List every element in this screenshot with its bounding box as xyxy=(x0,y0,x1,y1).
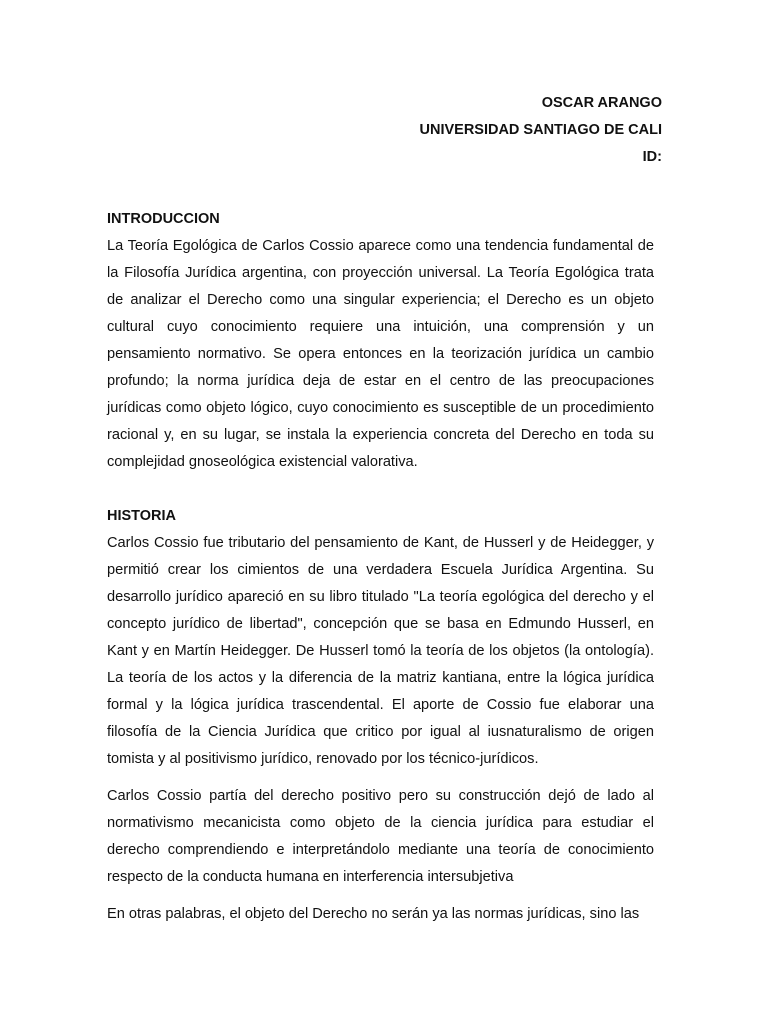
university-name: UNIVERSIDAD SANTIAGO DE CALI xyxy=(419,122,662,138)
intro-heading: INTRODUCCION xyxy=(107,211,220,227)
document-header xyxy=(420,90,663,171)
history-paragraph-3: En otras palabras, el objeto del Derecho no serán ya las normas jurídicas, sino las xyxy=(107,906,640,922)
section-spacer xyxy=(107,476,654,503)
history-paragraph-2: Carlos Cossio partía del derecho positivo pero su construcción dejó de lado al normativismo mecanicista como objeto de la ciencia jurídica para estudiar el derecho comprendiendo e interpretándolo mediante una teoría de conocimiento respecto de la conducta humana en interferencia intersubjetiva xyxy=(107,788,654,885)
history-paragraph-1: Carlos Cossio fue tributario del pensamiento de Kant, de Husserl y de Heidegger, y permitió crear los cimientos de una verdadera Escuela Jurídica Argentina. Su desarrollo jurídico apareció en su libro titulado "La teoría egológica del derecho y el concepto jurídico de libertad", concepción que se basa en Edmundo Husserl, en Kant y en Martín Heidegger. De Husserl tomó la teoría de los objetos (la ontología). La teoría de los actos y la diferencia de la matriz kantiana, entre la lógica jurídica formal y la lógica jurídica trascendental. El aporte de Cossio fue elaborar una filosofía de la Ciencia Jurídica que critico por igual al iusnaturalismo de origen tomista y al positivismo jurídico, renovado por los técnico-jurídicos. xyxy=(107,535,654,767)
history-heading: HISTORIA xyxy=(107,508,177,524)
intro-paragraph: La Teoría Egológica de Carlos Cossio aparece como una tendencia fundamental de la Filosofía Jurídica argentina, con proyección universal. La Teoría Egológica trata de analizar el Derecho como una singular experiencia; el Derecho es un objeto cultural cuyo conocimiento requiere una intuición, una comprensión y un pensamiento normativo. Se opera entonces en la teorización jurídica un cambio profundo; la norma jurídica deja de estar en el centro de las preocupaciones jurídicas como objeto lógico, cuyo conocimiento es susceptible de un procedimiento racional y, en su lugar, se instala la experiencia concreta del Derecho en toda su complejidad gnoseológica existencial valorativa. xyxy=(107,238,654,470)
document-body xyxy=(107,206,654,928)
author-name: OSCAR ARANGO xyxy=(541,95,662,111)
id-label: ID: xyxy=(642,149,662,165)
paragraph-spacer xyxy=(107,773,654,783)
paragraph-spacer xyxy=(107,891,654,901)
